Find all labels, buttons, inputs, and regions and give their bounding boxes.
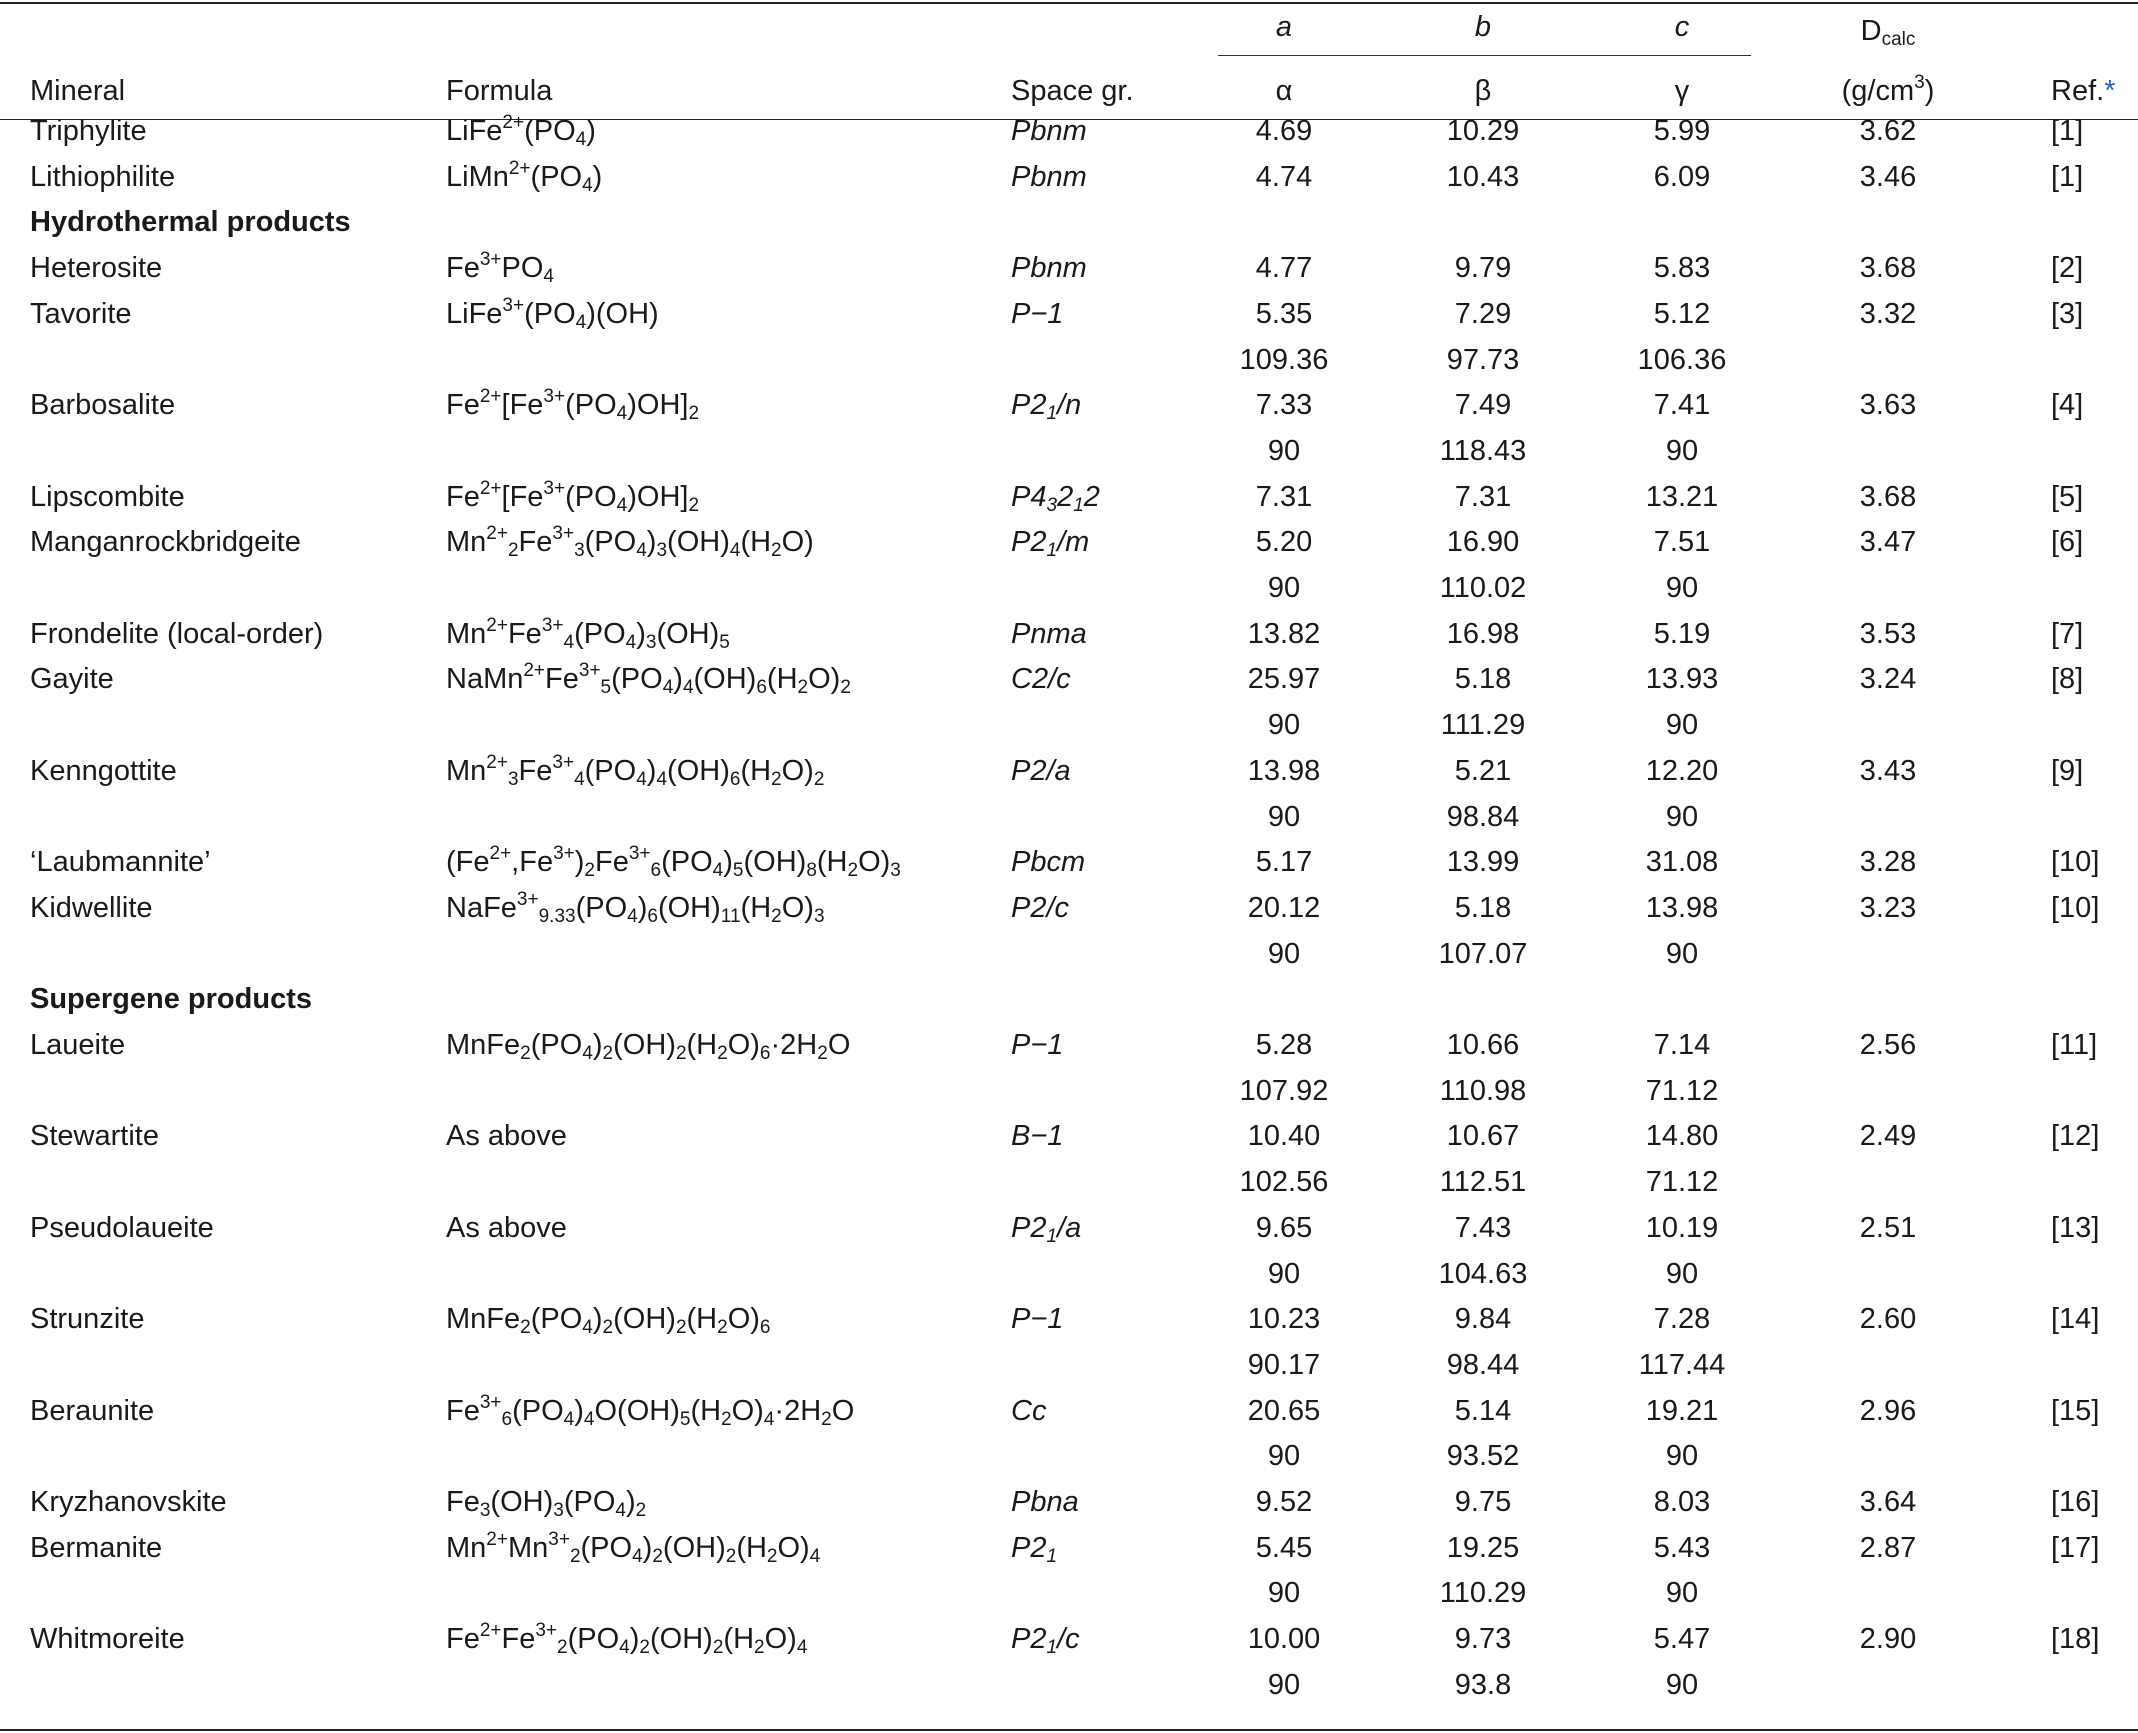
cell-mineral: Stewartite [30, 1120, 159, 1153]
header-space-group: Space gr. [1011, 75, 1134, 107]
cell-a: 5.17 [1255, 846, 1313, 879]
cell-ref: [7] [2051, 617, 2084, 650]
cell-formula: As above [446, 1120, 567, 1153]
cell-formula: $MnFe_2(PO_4)_2(OH)_2(H_2O)_6$ [446, 1303, 771, 1339]
cell-a: 10.23 [1247, 1303, 1321, 1336]
cell-mineral: Lithiophilite [30, 160, 176, 193]
header-dcalc-unit-post: ) [1924, 75, 1935, 107]
cell-c: 5.99 [1653, 115, 1711, 147]
cell-formula: $Fe^{2+}[Fe^{3+}(PO_4)OH]_2$ [446, 386, 700, 425]
cell-mineral: Manganrockbridgeite [30, 526, 301, 559]
cell-ref: [3] [2051, 297, 2084, 330]
cell-gamma: 90 [1665, 1440, 1699, 1473]
cell-c: 8.03 [1653, 1486, 1711, 1518]
cell-gamma: 90 [1665, 800, 1699, 833]
table-row [0, 1388, 2138, 1434]
table-row [0, 291, 2138, 337]
cell-c: 5.43 [1653, 1531, 1711, 1564]
cell-dcalc: 3.28 [1859, 846, 1917, 879]
table-row [0, 474, 2138, 520]
cell-beta: 93.8 [1454, 1668, 1512, 1701]
cell-dcalc: 2.96 [1859, 1394, 1917, 1427]
cell-beta: 110.98 [1439, 1074, 1527, 1107]
cell-formula: $Mn^{2+}Fe^{3+}_4(PO_4)_3(OH)_5$ [446, 614, 730, 653]
cell-formula: $NaFe^{3+}_{9.33}(PO_4)_6(OH)_{11}(H_2O)_3$ [446, 888, 825, 927]
cell-beta: 104.63 [1438, 1257, 1528, 1290]
cell-space-group: $P2_1$ [1011, 1531, 1058, 1567]
cell-beta: 93.52 [1446, 1440, 1520, 1473]
table-top-rule [0, 2, 2138, 4]
cell-dcalc: 3.64 [1859, 1486, 1917, 1518]
cell-formula: $Mn^{2+}_2Fe^{3+}_3(PO_4)_3(OH)_4(H_2O)$ [446, 523, 814, 562]
table-row-angles [0, 1342, 2138, 1388]
cell-dcalc: 3.46 [1859, 160, 1917, 193]
cell-gamma: 90 [1665, 709, 1699, 742]
table-row [0, 748, 2138, 794]
header-dcalc-main: D [1860, 15, 1882, 47]
cell-mineral: Heterosite [30, 252, 163, 285]
cell-a: 10.00 [1247, 1623, 1321, 1656]
table-row [0, 885, 2138, 931]
cell-dcalc: 3.32 [1859, 297, 1917, 330]
cell-gamma: 117.44 [1638, 1348, 1726, 1381]
cell-ref: [10] [2051, 846, 2100, 879]
header-a: a [1275, 11, 1293, 43]
cell-ref: [8] [2051, 663, 2084, 696]
cell-b: 9.73 [1454, 1623, 1512, 1656]
cell-ref: [4] [2051, 389, 2084, 422]
cell-b: 10.66 [1446, 1029, 1520, 1061]
table-row-angles [0, 1251, 2138, 1297]
cell-alpha: 90 [1267, 937, 1301, 970]
cell-mineral: Pseudolaueite [30, 1211, 214, 1244]
cell-dcalc: 3.47 [1859, 526, 1917, 559]
cell-c: 5.12 [1653, 297, 1711, 330]
cell-b: 7.43 [1454, 1211, 1512, 1244]
cell-b: 13.99 [1446, 846, 1520, 879]
cell-space-group: $P2_1/c$ [1011, 1623, 1080, 1659]
cell-space-group: Pbcm [1011, 846, 1086, 879]
cell-b: 10.29 [1446, 115, 1520, 147]
cell-space-group: P−1 [1011, 1029, 1064, 1061]
header-abc-rule [1218, 55, 1751, 56]
cell-space-group: C2/c [1011, 663, 1071, 696]
cell-a: 5.35 [1255, 297, 1313, 330]
header-ref [2051, 74, 2115, 108]
cell-formula: $Fe^{3+}_6(PO_4)_4O(OH)_5(H_2O)_4\cdot 2H_2O$ [446, 1391, 855, 1430]
cell-alpha: 90 [1267, 800, 1301, 833]
cell-c: 7.41 [1653, 389, 1711, 422]
cell-ref: [17] [2051, 1531, 2100, 1564]
cell-dcalc: 3.23 [1859, 891, 1917, 924]
cell-c: 5.19 [1653, 617, 1711, 650]
cell-space-group: P2/a [1011, 754, 1071, 787]
cell-ref: [1] [2051, 115, 2084, 147]
cell-formula: $LiFe^{3+}(PO_4)(OH)$ [446, 294, 659, 333]
cell-space-group: $P2_1/a$ [1011, 1211, 1082, 1247]
cell-gamma: 90 [1665, 434, 1699, 467]
cell-ref: [2] [2051, 252, 2084, 285]
cell-formula: $Fe^{3+}PO_4$ [446, 249, 554, 288]
table-row [0, 108, 2138, 154]
header-dcalc-unit-pre: (g/cm [1841, 75, 1915, 107]
cell-space-group: Pbnm [1011, 160, 1087, 193]
cell-c: 14.80 [1645, 1120, 1719, 1153]
cell-beta: 110.02 [1439, 572, 1527, 604]
table-row-angles [0, 565, 2138, 611]
cell-beta: 98.84 [1446, 800, 1520, 833]
cell-dcalc: 2.51 [1859, 1211, 1917, 1244]
cell-ref: [10] [2051, 891, 2100, 924]
cell-alpha: 107.92 [1239, 1074, 1329, 1107]
table-row [0, 656, 2138, 702]
table-row-angles [0, 1068, 2138, 1114]
table-row-angles [0, 702, 2138, 748]
cell-alpha: 109.36 [1239, 343, 1329, 376]
cell-a: 20.12 [1247, 891, 1321, 924]
cell-formula: $LiFe^{2+}(PO_4)$ [446, 112, 596, 150]
cell-formula: $Mn^{2+}_3Fe^{3+}_4(PO_4)_4(OH)_6(H_2O)_2$ [446, 751, 825, 790]
cell-b: 19.25 [1446, 1531, 1520, 1564]
cell-b: 9.79 [1454, 252, 1512, 285]
cell-dcalc: 3.68 [1859, 480, 1917, 513]
cell-dcalc: 2.49 [1859, 1120, 1917, 1153]
cell-dcalc: 2.60 [1859, 1303, 1917, 1336]
table-row [0, 382, 2138, 428]
table-row [0, 245, 2138, 291]
cell-a: 7.31 [1255, 480, 1313, 513]
cell-beta: 111.29 [1440, 709, 1526, 742]
cell-space-group: P−1 [1011, 297, 1064, 330]
cell-gamma: 106.36 [1637, 343, 1727, 376]
cell-c: 5.47 [1653, 1623, 1711, 1656]
cell-dcalc: 3.43 [1859, 754, 1917, 787]
cell-a: 13.98 [1247, 754, 1321, 787]
cell-a: 4.69 [1255, 115, 1313, 147]
cell-c: 5.83 [1653, 252, 1711, 285]
cell-beta: 98.44 [1446, 1348, 1520, 1381]
cell-gamma: 71.12 [1645, 1166, 1719, 1199]
table-row [0, 1479, 2138, 1525]
cell-b: 7.31 [1454, 480, 1512, 513]
cell-mineral: Strunzite [30, 1303, 145, 1336]
cell-alpha: 90.17 [1247, 1348, 1321, 1381]
cell-beta: 97.73 [1446, 343, 1520, 376]
cell-ref: [14] [2051, 1303, 2100, 1336]
cell-dcalc: 3.63 [1859, 389, 1917, 422]
cell-c: 31.08 [1645, 846, 1719, 879]
table-row-angles [0, 337, 2138, 383]
cell-a: 13.82 [1247, 617, 1321, 650]
cell-mineral: ‘Laubmannite’ [30, 846, 211, 879]
cell-b: 7.49 [1454, 389, 1512, 422]
cell-gamma: 90 [1665, 937, 1699, 970]
header-c: c [1674, 11, 1690, 43]
header-gamma: γ [1674, 75, 1690, 107]
cell-b: 7.29 [1454, 297, 1512, 330]
table-row-angles [0, 931, 2138, 977]
cell-alpha: 102.56 [1239, 1166, 1329, 1199]
cell-a: 9.52 [1255, 1486, 1313, 1518]
table-row-angles [0, 1570, 2138, 1616]
cell-mineral: Laueite [30, 1029, 126, 1061]
cell-gamma: 90 [1665, 572, 1699, 604]
cell-alpha: 90 [1267, 1577, 1301, 1610]
table-row [0, 611, 2138, 657]
cell-dcalc: 2.90 [1859, 1623, 1917, 1656]
cell-alpha: 90 [1267, 1257, 1301, 1290]
cell-dcalc: 3.53 [1859, 617, 1917, 650]
cell-c: 13.98 [1645, 891, 1719, 924]
cell-c: 13.21 [1645, 480, 1719, 513]
cell-formula: $LiMn^{2+}(PO_4)$ [446, 157, 603, 196]
cell-b: 16.90 [1446, 526, 1520, 559]
cell-space-group: P2/c [1011, 891, 1070, 924]
cell-b: 9.75 [1454, 1486, 1512, 1518]
cell-c: 6.09 [1653, 160, 1711, 193]
cell-space-group: Cc [1011, 1394, 1047, 1427]
cell-gamma: 90 [1665, 1577, 1699, 1610]
table-row [0, 1113, 2138, 1159]
cell-space-group: Pbnm [1011, 252, 1087, 285]
cell-c: 7.28 [1653, 1303, 1711, 1336]
cell-gamma: 90 [1665, 1668, 1699, 1701]
cell-dcalc: 3.68 [1859, 252, 1917, 285]
table-row [0, 1296, 2138, 1342]
cell-ref: [16] [2051, 1486, 2100, 1518]
table-row-angles [0, 1159, 2138, 1205]
header-ref-label: Ref. [2051, 75, 2105, 107]
header-dcalc-unit [1842, 74, 1935, 108]
cell-space-group: $P4_32_12$ [1011, 480, 1100, 516]
cell-b: 5.21 [1454, 754, 1512, 787]
cell-ref: [9] [2051, 754, 2084, 787]
cell-a: 5.45 [1255, 1531, 1313, 1564]
cell-space-group: B−1 [1011, 1120, 1064, 1153]
cell-a: 10.40 [1247, 1120, 1321, 1153]
cell-space-group: $P2_1/m$ [1011, 526, 1090, 562]
cell-dcalc: 2.87 [1859, 1531, 1917, 1564]
cell-ref: [1] [2051, 160, 2084, 193]
cell-ref: [15] [2051, 1394, 2100, 1427]
cell-mineral: Triphylite [30, 115, 147, 147]
cell-beta: 112.51 [1439, 1166, 1527, 1199]
cell-formula: $(Fe^{2+},Fe^{3+})_2Fe^{3+}_6(PO_4)_5(OH)_8(H_2O)_3$ [446, 843, 901, 882]
cell-c: 7.14 [1653, 1029, 1711, 1061]
cell-b: 9.84 [1454, 1303, 1512, 1336]
cell-a: 25.97 [1247, 663, 1321, 696]
header-formula: Formula [446, 75, 553, 107]
cell-mineral: Kryzhanovskite [30, 1486, 227, 1518]
cell-mineral: Kenngottite [30, 754, 177, 787]
cell-ref: [18] [2051, 1623, 2100, 1656]
cell-space-group: P−1 [1011, 1303, 1064, 1336]
table-row [0, 1205, 2138, 1251]
cell-c: 7.51 [1653, 526, 1711, 559]
cell-a: 4.74 [1255, 160, 1313, 193]
cell-dcalc: 2.56 [1859, 1029, 1917, 1061]
cell-mineral: Barbosalite [30, 389, 176, 422]
cell-b: 10.43 [1446, 160, 1520, 193]
cell-formula: $Fe_3(OH)_3(PO_4)_2$ [446, 1486, 647, 1521]
cell-ref: [11] [2051, 1029, 2098, 1061]
table-row-angles [0, 428, 2138, 474]
cell-alpha: 90 [1267, 1440, 1301, 1473]
cell-mineral: Beraunite [30, 1394, 155, 1427]
cell-alpha: 90 [1267, 572, 1301, 604]
cell-ref: [13] [2051, 1211, 2100, 1244]
header-b: b [1474, 11, 1492, 43]
cell-beta: 107.07 [1438, 937, 1528, 970]
header-mineral: Mineral [30, 75, 126, 107]
cell-b: 5.18 [1454, 663, 1512, 696]
cell-space-group: Pbnm [1011, 115, 1087, 147]
cell-mineral: Lipscombite [30, 480, 185, 513]
section-label: Supergene products [30, 983, 312, 1016]
cell-c: 19.21 [1645, 1394, 1719, 1427]
cell-a: 9.65 [1255, 1211, 1313, 1244]
table-row [0, 1022, 2138, 1068]
cell-gamma: 71.12 [1645, 1074, 1719, 1107]
cell-space-group: $P2_1/n$ [1011, 389, 1082, 425]
cell-a: 4.77 [1255, 252, 1313, 285]
cell-formula: $Fe^{2+}[Fe^{3+}(PO_4)OH]_2$ [446, 477, 700, 516]
cell-mineral: Bermanite [30, 1531, 163, 1564]
table-bottom-rule [0, 1729, 2138, 1731]
cell-dcalc: 3.24 [1859, 663, 1917, 696]
cell-b: 10.67 [1446, 1120, 1520, 1153]
section-label: Hydrothermal products [30, 206, 351, 239]
cell-mineral: Tavorite [30, 297, 132, 330]
table-row [0, 154, 2138, 200]
table-row-angles [0, 1433, 2138, 1479]
cell-c: 10.19 [1645, 1211, 1719, 1244]
cell-gamma: 90 [1665, 1257, 1699, 1290]
cell-dcalc: 3.62 [1859, 115, 1917, 147]
table-row [0, 1525, 2138, 1571]
cell-formula: $NaMn^{2+}Fe^{3+}_5(PO_4)_4(OH)_6(H_2O)_2$ [446, 660, 851, 699]
cell-ref: [5] [2051, 480, 2084, 513]
section-header-row [0, 199, 2138, 245]
cell-alpha: 90 [1267, 434, 1301, 467]
table-row [0, 1616, 2138, 1662]
cell-formula: As above [446, 1211, 567, 1244]
header-dcalc [1861, 14, 1916, 48]
cell-formula: $Mn^{2+}Mn^{3+}_2(PO_4)_2(OH)_2(H_2O)_4$ [446, 1528, 821, 1567]
cell-space-group: Pnma [1011, 617, 1087, 650]
table-row [0, 839, 2138, 885]
cell-ref: [12] [2051, 1120, 2100, 1153]
header-beta: β [1474, 75, 1492, 107]
header-alpha: α [1275, 75, 1293, 107]
cell-beta: 118.43 [1439, 434, 1527, 467]
cell-a: 5.20 [1255, 526, 1313, 559]
cell-space-group: Pbna [1011, 1486, 1079, 1518]
cell-alpha: 90 [1267, 1668, 1301, 1701]
cell-mineral: Gayite [30, 663, 114, 696]
cell-mineral: Whitmoreite [30, 1623, 185, 1656]
header-ref-footnote-star[interactable]: * [2104, 75, 2116, 107]
table-row-angles [0, 794, 2138, 840]
cell-ref: [6] [2051, 526, 2084, 559]
cell-mineral: Frondelite (local-order) [30, 617, 324, 650]
cell-alpha: 90 [1267, 709, 1301, 742]
header-dcalc-sub: calc [1881, 29, 1916, 50]
cell-b: 5.14 [1454, 1394, 1512, 1427]
cell-mineral: Kidwellite [30, 891, 153, 924]
cell-b: 5.18 [1454, 891, 1512, 924]
header-dcalc-unit-sup: 3 [1914, 72, 1925, 93]
cell-formula: $MnFe_2(PO_4)_2(OH)_2(H_2O)_6\cdot 2H_2O$ [446, 1029, 851, 1064]
cell-formula: $Fe^{2+}Fe^{3+}_2(PO_4)_2(OH)_2(H_2O)_4$ [446, 1620, 808, 1659]
table-row [0, 519, 2138, 565]
cell-beta: 110.29 [1439, 1577, 1527, 1610]
cell-c: 13.93 [1645, 663, 1719, 696]
cell-b: 16.98 [1446, 617, 1520, 650]
cell-a: 7.33 [1255, 389, 1313, 422]
cell-a: 5.28 [1255, 1029, 1313, 1061]
section-header-row [0, 976, 2138, 1022]
table-row-angles [0, 1662, 2138, 1708]
cell-a: 20.65 [1247, 1394, 1321, 1427]
cell-c: 12.20 [1645, 754, 1719, 787]
